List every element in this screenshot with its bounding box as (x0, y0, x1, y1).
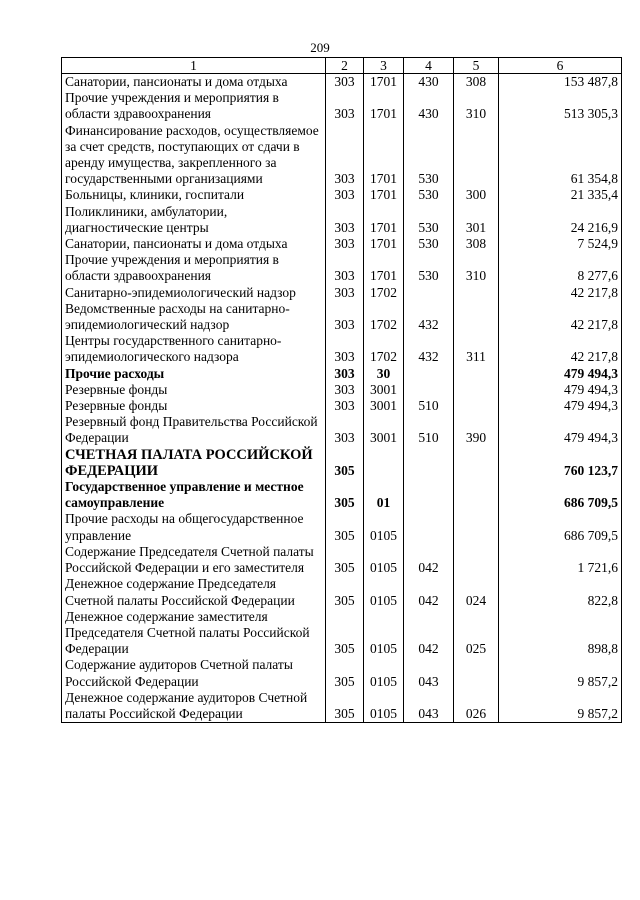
table-row (62, 333, 622, 365)
expense-item-name: Финансирование расходов, осуществляемое за счет средств, поступающих от сдачи в аренду имущества, закрепленного за государственными организациями (62, 123, 326, 188)
code-expense-type: 310 (454, 252, 499, 284)
code-ministry: 303 (326, 333, 364, 365)
code-section: 0105 (364, 690, 404, 723)
table-row (62, 609, 622, 658)
code-ministry: 303 (326, 74, 364, 91)
code-target: 430 (404, 90, 454, 122)
amount-value: 21 335,4 (499, 187, 622, 203)
code-ministry: 303 (326, 398, 364, 414)
code-section: 1701 (364, 187, 404, 203)
code-ministry: 305 (326, 576, 364, 608)
code-section: 0105 (364, 657, 404, 689)
expense-item-name: Денежное содержание аудиторов Счетной палаты Российской Федерации (62, 690, 326, 723)
table-row (62, 576, 622, 608)
expense-item-name: Резервный фонд Правительства Российской Федерации (62, 414, 326, 446)
amount-value: 686 709,5 (499, 511, 622, 543)
code-section: 3001 (364, 398, 404, 414)
code-ministry: 305 (326, 657, 364, 689)
expense-item-name: СЧЕТНАЯ ПАЛАТА РОССИЙСКОЙ ФЕДЕРАЦИИ (62, 447, 326, 479)
table-row (62, 511, 622, 543)
table-row (62, 690, 622, 723)
expense-item-name: Больницы, клиники, госпитали (62, 187, 326, 203)
table-body (62, 74, 622, 723)
expense-item-name: Санитарно-эпидемиологический надзор (62, 285, 326, 301)
code-expense-type (454, 123, 499, 188)
code-target: 510 (404, 398, 454, 414)
table-row (62, 414, 622, 446)
code-target: 530 (404, 123, 454, 188)
code-ministry: 303 (326, 236, 364, 252)
code-ministry: 303 (326, 414, 364, 446)
amount-value: 7 524,9 (499, 236, 622, 252)
expense-item-name: Прочие расходы на общегосударственное управление (62, 511, 326, 543)
code-target: 043 (404, 690, 454, 723)
code-target (404, 479, 454, 511)
code-section: 1701 (364, 204, 404, 236)
expense-item-name: Государственное управление и местное самоуправление (62, 479, 326, 511)
table-row (62, 382, 622, 398)
expense-item-name: Ведомственные расходы на санитарно-эпидемиологический надзор (62, 301, 326, 333)
code-ministry: 305 (326, 447, 364, 479)
code-section: 3001 (364, 382, 404, 398)
amount-value: 513 305,3 (499, 90, 622, 122)
code-ministry: 303 (326, 123, 364, 188)
expense-item-name: Резервные фонды (62, 382, 326, 398)
amount-value: 42 217,8 (499, 301, 622, 333)
table-row (62, 74, 622, 91)
code-section: 1702 (364, 301, 404, 333)
column-header-1: 1 (62, 58, 326, 74)
table-row (62, 252, 622, 284)
code-expense-type: 301 (454, 204, 499, 236)
amount-value: 479 494,3 (499, 398, 622, 414)
amount-value: 9 857,2 (499, 657, 622, 689)
code-ministry: 305 (326, 690, 364, 723)
column-header-5: 5 (454, 58, 499, 74)
code-section: 1701 (364, 236, 404, 252)
code-target: 530 (404, 252, 454, 284)
code-expense-type (454, 479, 499, 511)
table-row (62, 301, 622, 333)
amount-value: 42 217,8 (499, 285, 622, 301)
code-target: 530 (404, 204, 454, 236)
code-section: 0105 (364, 511, 404, 543)
code-section: 30 (364, 366, 404, 382)
code-expense-type (454, 382, 499, 398)
code-expense-type: 308 (454, 74, 499, 91)
code-target (404, 511, 454, 543)
table-row (62, 479, 622, 511)
code-section: 1701 (364, 252, 404, 284)
expense-item-name: Содержание аудиторов Счетной палаты Российской Федерации (62, 657, 326, 689)
amount-value: 760 123,7 (499, 447, 622, 479)
code-section: 1702 (364, 333, 404, 365)
code-target: 432 (404, 333, 454, 365)
code-ministry: 303 (326, 252, 364, 284)
amount-value: 686 709,5 (499, 479, 622, 511)
code-target: 042 (404, 576, 454, 608)
code-ministry: 303 (326, 204, 364, 236)
code-target: 042 (404, 609, 454, 658)
header-row (62, 58, 622, 74)
code-expense-type: 026 (454, 690, 499, 723)
code-section: 0105 (364, 576, 404, 608)
code-expense-type (454, 657, 499, 689)
code-section: 01 (364, 479, 404, 511)
expense-item-name: Прочие учреждения и мероприятия в области здравоохранения (62, 90, 326, 122)
amount-value: 822,8 (499, 576, 622, 608)
table-row (62, 236, 622, 252)
table-row (62, 204, 622, 236)
code-expense-type (454, 544, 499, 576)
amount-value: 9 857,2 (499, 690, 622, 723)
expense-item-name: Центры государственного санитарно-эпидемиологического надзора (62, 333, 326, 365)
code-ministry: 303 (326, 366, 364, 382)
expense-item-name: Прочие учреждения и мероприятия в области здравоохранения (62, 252, 326, 284)
expense-item-name: Денежное содержание Председателя Счетной палаты Российской Федерации (62, 576, 326, 608)
expense-item-name: Поликлиники, амбулатории, диагностические центры (62, 204, 326, 236)
code-expense-type: 310 (454, 90, 499, 122)
table-row (62, 285, 622, 301)
table-row (62, 447, 622, 479)
code-section (364, 447, 404, 479)
code-target: 530 (404, 236, 454, 252)
expense-item-name: Резервные фонды (62, 398, 326, 414)
expense-item-name: Денежное содержание заместителя Председателя Счетной палаты Российской Федерации (62, 609, 326, 658)
column-header-6: 6 (499, 58, 622, 74)
code-target: 042 (404, 544, 454, 576)
code-target (404, 447, 454, 479)
code-expense-type (454, 511, 499, 543)
code-expense-type (454, 301, 499, 333)
code-target (404, 366, 454, 382)
column-header-3: 3 (364, 58, 404, 74)
code-expense-type: 308 (454, 236, 499, 252)
code-ministry: 305 (326, 609, 364, 658)
page-number: 209 (310, 40, 330, 55)
amount-value: 24 216,9 (499, 204, 622, 236)
code-ministry: 303 (326, 90, 364, 122)
code-ministry: 305 (326, 544, 364, 576)
table-row (62, 123, 622, 188)
code-ministry: 303 (326, 301, 364, 333)
code-section: 1701 (364, 74, 404, 91)
code-section: 3001 (364, 414, 404, 446)
code-target: 530 (404, 187, 454, 203)
expense-item-name: Санатории, пансионаты и дома отдыха (62, 74, 326, 91)
code-target: 430 (404, 74, 454, 91)
amount-value: 153 487,8 (499, 74, 622, 91)
expense-item-name: Содержание Председателя Счетной палаты Российской Федерации и его заместителя (62, 544, 326, 576)
table-row (62, 366, 622, 382)
table-row (62, 187, 622, 203)
code-target: 510 (404, 414, 454, 446)
table-row (62, 90, 622, 122)
amount-value: 1 721,6 (499, 544, 622, 576)
code-expense-type: 300 (454, 187, 499, 203)
amount-value: 61 354,8 (499, 123, 622, 188)
code-section: 1701 (364, 123, 404, 188)
code-expense-type: 024 (454, 576, 499, 608)
table-row (62, 657, 622, 689)
code-target: 432 (404, 301, 454, 333)
expense-item-name: Прочие расходы (62, 366, 326, 382)
amount-value: 8 277,6 (499, 252, 622, 284)
budget-table (61, 57, 622, 723)
table-row (62, 398, 622, 414)
code-target (404, 382, 454, 398)
column-header-2: 2 (326, 58, 364, 74)
code-expense-type (454, 285, 499, 301)
amount-value: 479 494,3 (499, 366, 622, 382)
code-section: 0105 (364, 544, 404, 576)
code-section: 1701 (364, 90, 404, 122)
expense-item-name: Санатории, пансионаты и дома отдыха (62, 236, 326, 252)
code-expense-type: 390 (454, 414, 499, 446)
code-ministry: 303 (326, 382, 364, 398)
code-ministry: 303 (326, 285, 364, 301)
code-expense-type: 311 (454, 333, 499, 365)
code-target: 043 (404, 657, 454, 689)
code-ministry: 303 (326, 187, 364, 203)
table-row (62, 544, 622, 576)
code-expense-type: 025 (454, 609, 499, 658)
code-section: 1702 (364, 285, 404, 301)
amount-value: 42 217,8 (499, 333, 622, 365)
amount-value: 479 494,3 (499, 382, 622, 398)
code-ministry: 305 (326, 479, 364, 511)
code-expense-type (454, 366, 499, 382)
amount-value: 479 494,3 (499, 414, 622, 446)
code-target (404, 285, 454, 301)
amount-value: 898,8 (499, 609, 622, 658)
column-header-4: 4 (404, 58, 454, 74)
code-expense-type (454, 398, 499, 414)
code-section: 0105 (364, 609, 404, 658)
code-expense-type (454, 447, 499, 479)
code-ministry: 305 (326, 511, 364, 543)
